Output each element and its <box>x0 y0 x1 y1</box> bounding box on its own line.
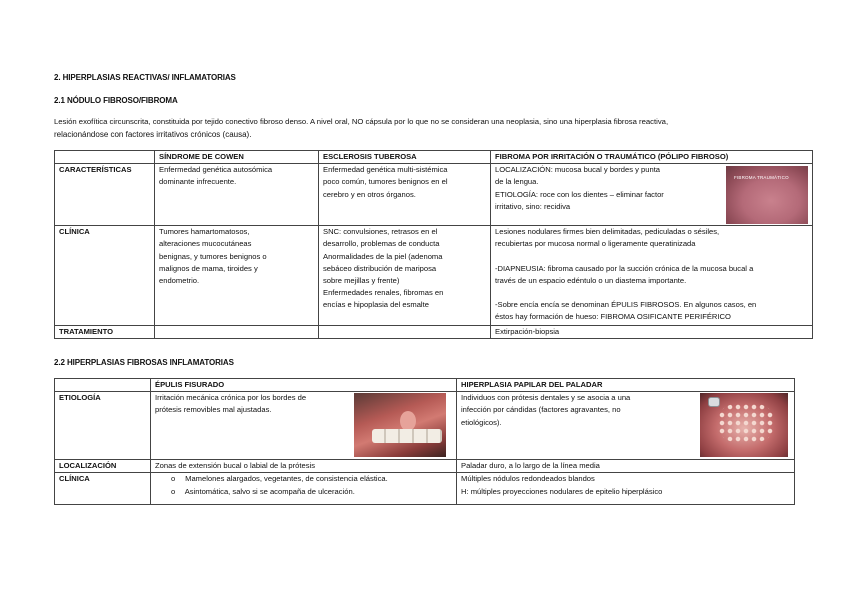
table-cell <box>491 226 813 326</box>
cell-line: sebáceo distribución de mariposa <box>323 263 437 273</box>
cell-line: encías e hipoplasia del esmalte <box>323 300 429 310</box>
table-cell <box>155 164 319 226</box>
intro-line: relacionándose con factores irritativos crónicos (causa). <box>54 130 252 139</box>
header-cell: SÍNDROME DE COWEN <box>155 151 319 164</box>
cell-line: desarrollo, problemas de conducta <box>323 239 440 249</box>
table-cell <box>491 164 813 226</box>
table-cell <box>319 226 491 326</box>
table-row <box>55 326 813 339</box>
intro-paragraph <box>54 115 814 141</box>
cell-line: poco común, tumores benignos en el <box>323 177 448 187</box>
header-cell: ÉPULIS FISURADO <box>151 379 457 392</box>
table-cell: Extirpación-biopsia <box>491 326 813 339</box>
list-item-text: Mamelones alargados, vegetantes, de consistencia elástica. <box>185 474 388 484</box>
list-item <box>171 473 452 485</box>
table-cell: Zonas de extensión bucal o labial de la prótesis <box>151 460 457 473</box>
list-item <box>171 486 452 498</box>
table-hiperplasias <box>54 378 795 505</box>
cell-line: alteraciones mucocutáneas <box>159 239 252 249</box>
cell-line: LOCALIZACIÓN: mucosa bucal y bordes y punta <box>495 165 661 175</box>
table-fibroma <box>54 150 813 339</box>
table-row <box>55 392 795 460</box>
cell-line: etiológicos). <box>461 417 502 427</box>
cell-line: endometrio. <box>159 276 200 286</box>
table-cell <box>457 392 795 460</box>
cell-line: Enfermedad genética autosómica <box>159 165 273 175</box>
cell-line: malignos de mama, tiroides y <box>159 263 258 273</box>
fibroma-photo-image <box>726 166 808 224</box>
cell-line: Anormalidades de la piel (adenoma <box>323 251 443 261</box>
cell-line: Tumores hamartomatosos, <box>159 227 250 237</box>
cell-line: Enfermedad genética multi-sistémica <box>323 165 448 175</box>
circle-bullet-icon: o <box>171 486 176 496</box>
cell-line: infección por cándidas (factores agravantes, no <box>461 405 621 415</box>
table-header-row <box>55 379 795 392</box>
cell-line: Múltiples nódulos redondeados blandos <box>461 474 595 484</box>
table-cell <box>319 164 491 226</box>
prosthesis-shape <box>708 397 720 407</box>
cell-line: Irritación mecánica crónica por los bordes de <box>155 393 307 403</box>
palate-photo-image <box>700 393 788 457</box>
cell-line: ETIOLOGÍA: roce con los dientes – eliminar factor <box>495 189 664 199</box>
row-label: CLÍNICA <box>55 473 151 505</box>
table-cell <box>457 473 795 505</box>
cell-line: recubiertas por mucosa normal o ligeramente queratinizada <box>495 239 696 249</box>
header-cell: ESCLEROSIS TUBEROSA <box>319 151 491 164</box>
subsection-heading-fibroma: 2.1 NÓDULO FIBROSO/FIBROMA <box>54 96 178 105</box>
header-cell <box>55 151 155 164</box>
table-cell: Paladar duro, a lo largo de la línea media <box>457 460 795 473</box>
table-row <box>55 460 795 473</box>
cell-line: irritativo, sino: recidiva <box>495 201 571 211</box>
section-heading: 2. HIPERPLASIAS REACTIVAS/ INFLAMATORIAS <box>54 73 236 82</box>
nodules-shape <box>718 403 774 443</box>
row-label: LOCALIZACIÓN <box>55 460 151 473</box>
teeth-shape <box>372 429 442 443</box>
lesion-shape <box>400 411 416 431</box>
cell-line: éstos hay formación de hueso: FIBROMA OSIFICANTE PERIFÉRICO <box>495 312 731 322</box>
cell-line: Lesiones nodulares firmes bien delimitadas, pediculadas o sésiles, <box>495 227 720 237</box>
table-header-row <box>55 151 813 164</box>
table-row <box>55 226 813 326</box>
cell-line: SNC: convulsiones, retrasos en el <box>323 227 438 237</box>
cell-line: sobre mejillas y frente) <box>323 276 400 286</box>
cell-line: Individuos con prótesis dentales y se asocia a una <box>461 393 631 403</box>
table-cell <box>155 326 319 339</box>
table-cell <box>319 326 491 339</box>
row-label: ETIOLOGÍA <box>55 392 151 460</box>
intro-line: Lesión exofítica circunscrita, constituida por tejido conectivo fibroso denso. A nivel oral, NO cápsula por lo que no se consideran una neoplasia, sino una hiperplasia fibrosa reactiva, <box>54 117 669 126</box>
table-cell <box>155 226 319 326</box>
cell-line: de la lengua. <box>495 177 539 187</box>
cell-line: prótesis removibles mal ajustadas. <box>155 405 272 415</box>
circle-bullet-icon: o <box>171 474 176 484</box>
cell-line: través de un espacio edéntulo o un diastema importante. <box>495 275 687 285</box>
cell-line: H: múltiples proyecciones nodulares de epitelio hiperplásico <box>461 486 663 496</box>
cell-line: benignas, y tumores benignos o <box>159 251 267 261</box>
cell-line: Enfermedades renales, fibromas en <box>323 288 444 298</box>
subsection-heading-hiperplasias: 2.2 HIPERPLASIAS FIBROSAS INFLAMATORIAS <box>54 358 234 367</box>
cell-line: -Sobre encía encía se denominan ÉPULIS FIBROSOS. En algunos casos, en <box>495 300 757 310</box>
spacer <box>495 287 808 299</box>
epulis-photo-image <box>354 393 446 457</box>
list-item-text: Asintomática, salvo si se acompaña de ulceración. <box>184 486 355 496</box>
cell-line: -DIAPNEUSIA: fibroma causado por la succión crónica de la mucosa bucal a <box>495 263 754 273</box>
header-cell: FIBROMA POR IRRITACIÓN O TRAUMÁTICO (PÓLIPO FIBROSO) <box>491 151 813 164</box>
header-cell: HIPERPLASIA PAPILAR DEL PALADAR <box>457 379 795 392</box>
table-row <box>55 473 795 505</box>
table-cell <box>151 392 457 460</box>
table-row <box>55 164 813 226</box>
header-cell <box>55 379 151 392</box>
row-label: TRATAMIENTO <box>55 326 155 339</box>
row-label: CARACTERÍSTICAS <box>55 164 155 226</box>
spacer <box>495 251 808 263</box>
table-cell <box>151 473 457 505</box>
cell-line: dominante infrecuente. <box>159 177 237 187</box>
row-label: CLÍNICA <box>55 226 155 326</box>
cell-line: cerebro y en otros órganos. <box>323 189 416 199</box>
image-caption: FIBROMA TRAUMÁTICO <box>734 175 789 181</box>
